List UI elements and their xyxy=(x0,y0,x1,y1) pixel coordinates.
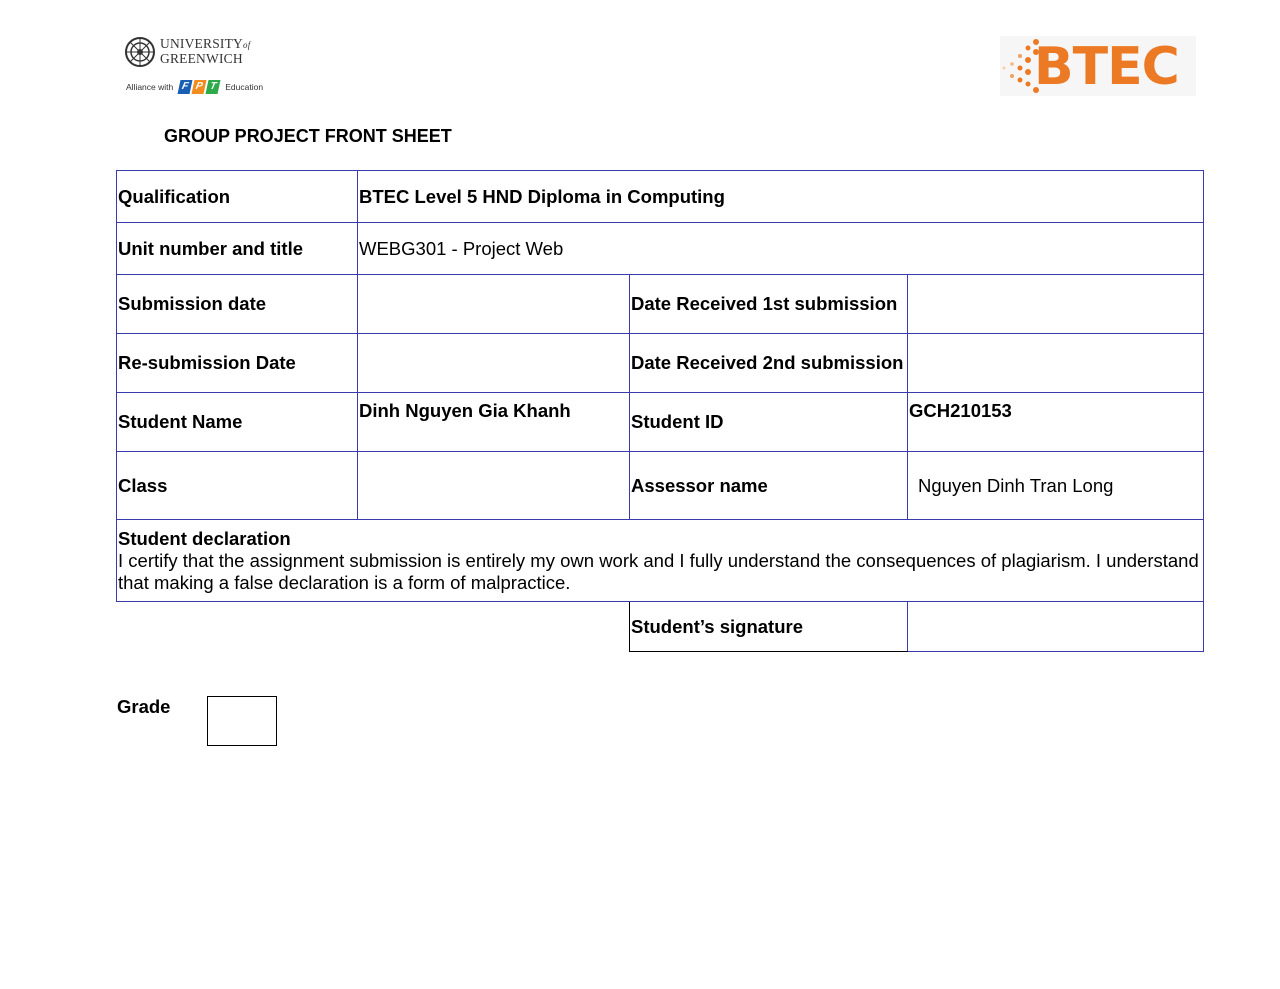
university-name xyxy=(160,37,250,65)
alliance-line xyxy=(126,80,263,94)
fpt-letter-p: P xyxy=(192,80,207,94)
grade-label: Grade xyxy=(117,696,171,717)
date-received-1st-label: Date Received 1st submission xyxy=(630,275,908,334)
qualification-value: BTEC Level 5 HND Diploma in Computing xyxy=(358,171,1204,223)
date-received-2nd-value xyxy=(908,334,1204,393)
front-sheet-table xyxy=(116,170,1204,652)
date-received-2nd-label: Date Received 2nd submission xyxy=(630,334,908,393)
resubmission-date-value xyxy=(358,334,630,393)
btec-wordmark: BTEC xyxy=(1034,37,1179,97)
class-label: Class xyxy=(117,452,358,520)
submission-date-label: Submission date xyxy=(117,275,358,334)
grade-box xyxy=(207,696,277,746)
alliance-suffix: Education xyxy=(225,82,264,92)
row-unit xyxy=(117,223,1204,275)
unit-label: Unit number and title xyxy=(117,223,358,275)
row-submission-date xyxy=(117,275,1204,334)
class-value xyxy=(358,452,630,520)
fpt-letter-f: F xyxy=(178,80,193,94)
resubmission-date-label: Re-submission Date xyxy=(117,334,358,393)
row-qualification xyxy=(117,171,1204,223)
row-resubmission-date xyxy=(117,334,1204,393)
btec-logo xyxy=(1000,36,1196,96)
unit-value: WEBG301 - Project Web xyxy=(358,223,1204,275)
row-class xyxy=(117,452,1204,520)
assessor-name-label: Assessor name xyxy=(630,452,908,520)
student-id-label: Student ID xyxy=(630,393,908,452)
declaration-text: I certify that the assignment submission is entirely my own work and I fully understand the consequences of plagiarism. I understand that making a false declaration is a form of malpractice. xyxy=(118,549,1199,593)
student-signature-label: Student’s signature xyxy=(630,602,908,652)
row-signature xyxy=(117,602,1204,652)
alliance-prefix: Alliance with xyxy=(126,82,174,92)
submission-date-value xyxy=(358,275,630,334)
university-name-line1: UNIVERSITY xyxy=(160,36,243,51)
qualification-label: Qualification xyxy=(117,171,358,223)
assessor-name-value: Nguyen Dinh Tran Long xyxy=(908,452,1204,520)
student-name-value: Dinh Nguyen Gia Khanh xyxy=(358,393,630,452)
declaration-title: Student declaration xyxy=(118,527,291,549)
student-signature-value xyxy=(908,602,1204,652)
page-title: GROUP PROJECT FRONT SHEET xyxy=(164,126,452,146)
row-student xyxy=(117,393,1204,452)
date-received-1st-value xyxy=(908,275,1204,334)
university-name-of: of xyxy=(243,40,251,50)
university-logo xyxy=(124,34,264,100)
student-name-label: Student Name xyxy=(117,393,358,452)
student-id-value: GCH210153 xyxy=(908,393,1204,452)
student-declaration xyxy=(117,520,1204,602)
university-name-line2: GREENWICH xyxy=(160,51,243,66)
fpt-letter-t: T xyxy=(206,80,221,94)
fpt-logo xyxy=(179,80,219,94)
row-declaration xyxy=(117,520,1204,602)
signature-spacer xyxy=(117,602,630,652)
university-crest-icon xyxy=(124,36,156,68)
